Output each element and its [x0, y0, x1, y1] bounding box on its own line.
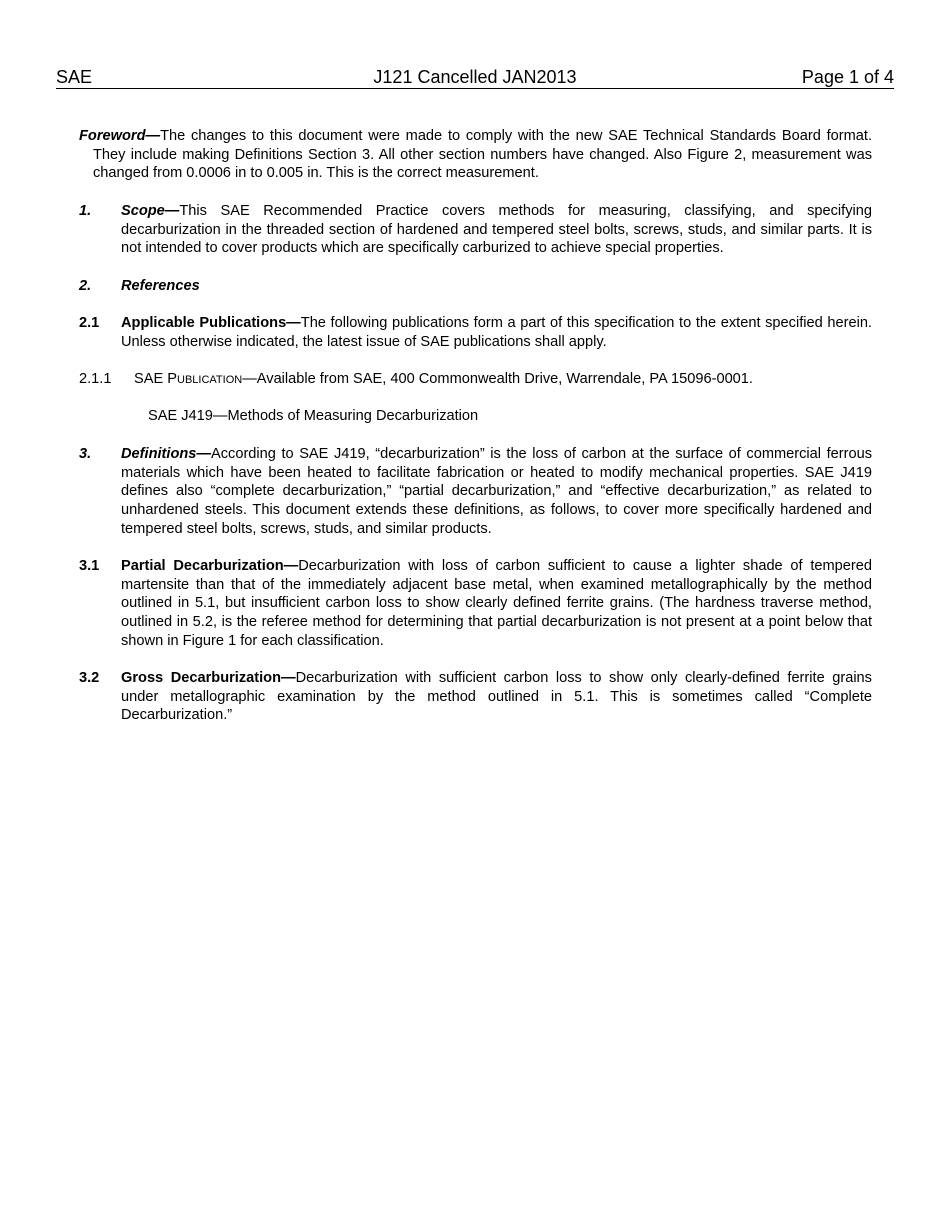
section-definitions	[79, 445, 872, 539]
section-title: Applicable Publications—	[121, 315, 301, 331]
reference-sae-j419	[148, 407, 848, 426]
section-title: Gross Decarburization—	[121, 670, 296, 686]
section-applicable-publications	[79, 314, 872, 351]
section-number: 3.	[79, 446, 92, 462]
foreword-paragraph	[79, 127, 872, 183]
section-title: Definitions—	[121, 446, 211, 462]
section-text: This SAE Recommended Practice covers methods for measuring, classifying, and specifying decarburization in the threaded section of hardened and tempered steel bolts, screws, studs, and similar parts. It is not intended to cover products which are specifically carburized to achieve special properties.	[121, 203, 872, 257]
section-number: 1.	[79, 203, 92, 219]
section-title-prefix: SAE P	[134, 371, 177, 387]
section-gross-decarburization	[79, 669, 872, 725]
section-number: 3.1	[79, 558, 100, 574]
section-references	[79, 277, 872, 296]
section-text: According to SAE J419, “decarburization” is the loss of carbon at the surface of commercial ferrous materials which have been heated to facilitate fabrication or heated to modify mechanical properties. SAE J419 defines also “complete decarburization,” “partial decarburization,” and “effective decarburization,” as related to unhardened steels. This document extends these definitions, as follows, to cover more specifically hardened and tempered steel bolts, screws, studs, and similar products.	[121, 446, 872, 537]
section-title: Partial Decarburization—	[121, 558, 299, 574]
section-title-smallcaps: UBLICATION	[177, 374, 243, 386]
section-sae-publication	[79, 370, 872, 390]
section-number: 2.1	[79, 315, 100, 331]
section-number: 2.1.1	[79, 371, 112, 387]
header-org: SAE	[56, 67, 93, 87]
foreword-title: Foreword—	[79, 128, 161, 144]
reference-text: SAE J419—Methods of Measuring Decarburization	[148, 408, 479, 424]
header-page-number: Page 1 of 4	[801, 67, 894, 87]
section-title: Scope—	[121, 203, 180, 219]
section-text: —Available from SAE, 400 Commonwealth Drive, Warrendale, PA 15096-0001.	[242, 371, 753, 387]
section-scope	[79, 202, 872, 258]
section-partial-decarburization	[79, 557, 872, 651]
foreword-text: The changes to this document were made to comply with the new SAE Technical Standards Board format. They include making Definitions Section 3. All other section numbers have changed. Also Figure 2, measurement was changed from 0.0006 in to 0.005 in. This is the correct measurement.	[93, 128, 872, 182]
section-text: The following publications form a part of this specification to the extent specified herein. Unless otherwise indicated, the latest issue of SAE publications shall apply.	[121, 315, 872, 350]
page-header	[56, 66, 894, 89]
section-number: 2.	[79, 278, 92, 294]
section-text: Decarburization with sufficient carbon loss to show only clearly-defined ferrite grains under metallographic examination by the method outlined in 5.1. This is sometimes called “Complete Decarburization.”	[121, 670, 872, 724]
section-title: References	[121, 278, 200, 294]
section-number: 3.2	[79, 670, 100, 686]
section-text: Decarburization with loss of carbon sufficient to cause a lighter shade of tempered martensite than that of the immediately adjacent base metal, when examined metallographically by the method outlined in 5.1, but insufficient carbon loss to show clearly defined ferrite grains. (The hardness traverse method, outlined in 5.2, is the referee method for determining that partial decarburization is not present at a point below that shown in Figure 1 for each classification.	[121, 558, 872, 649]
header-document-id: J121 Cancelled JAN2013	[373, 67, 577, 87]
